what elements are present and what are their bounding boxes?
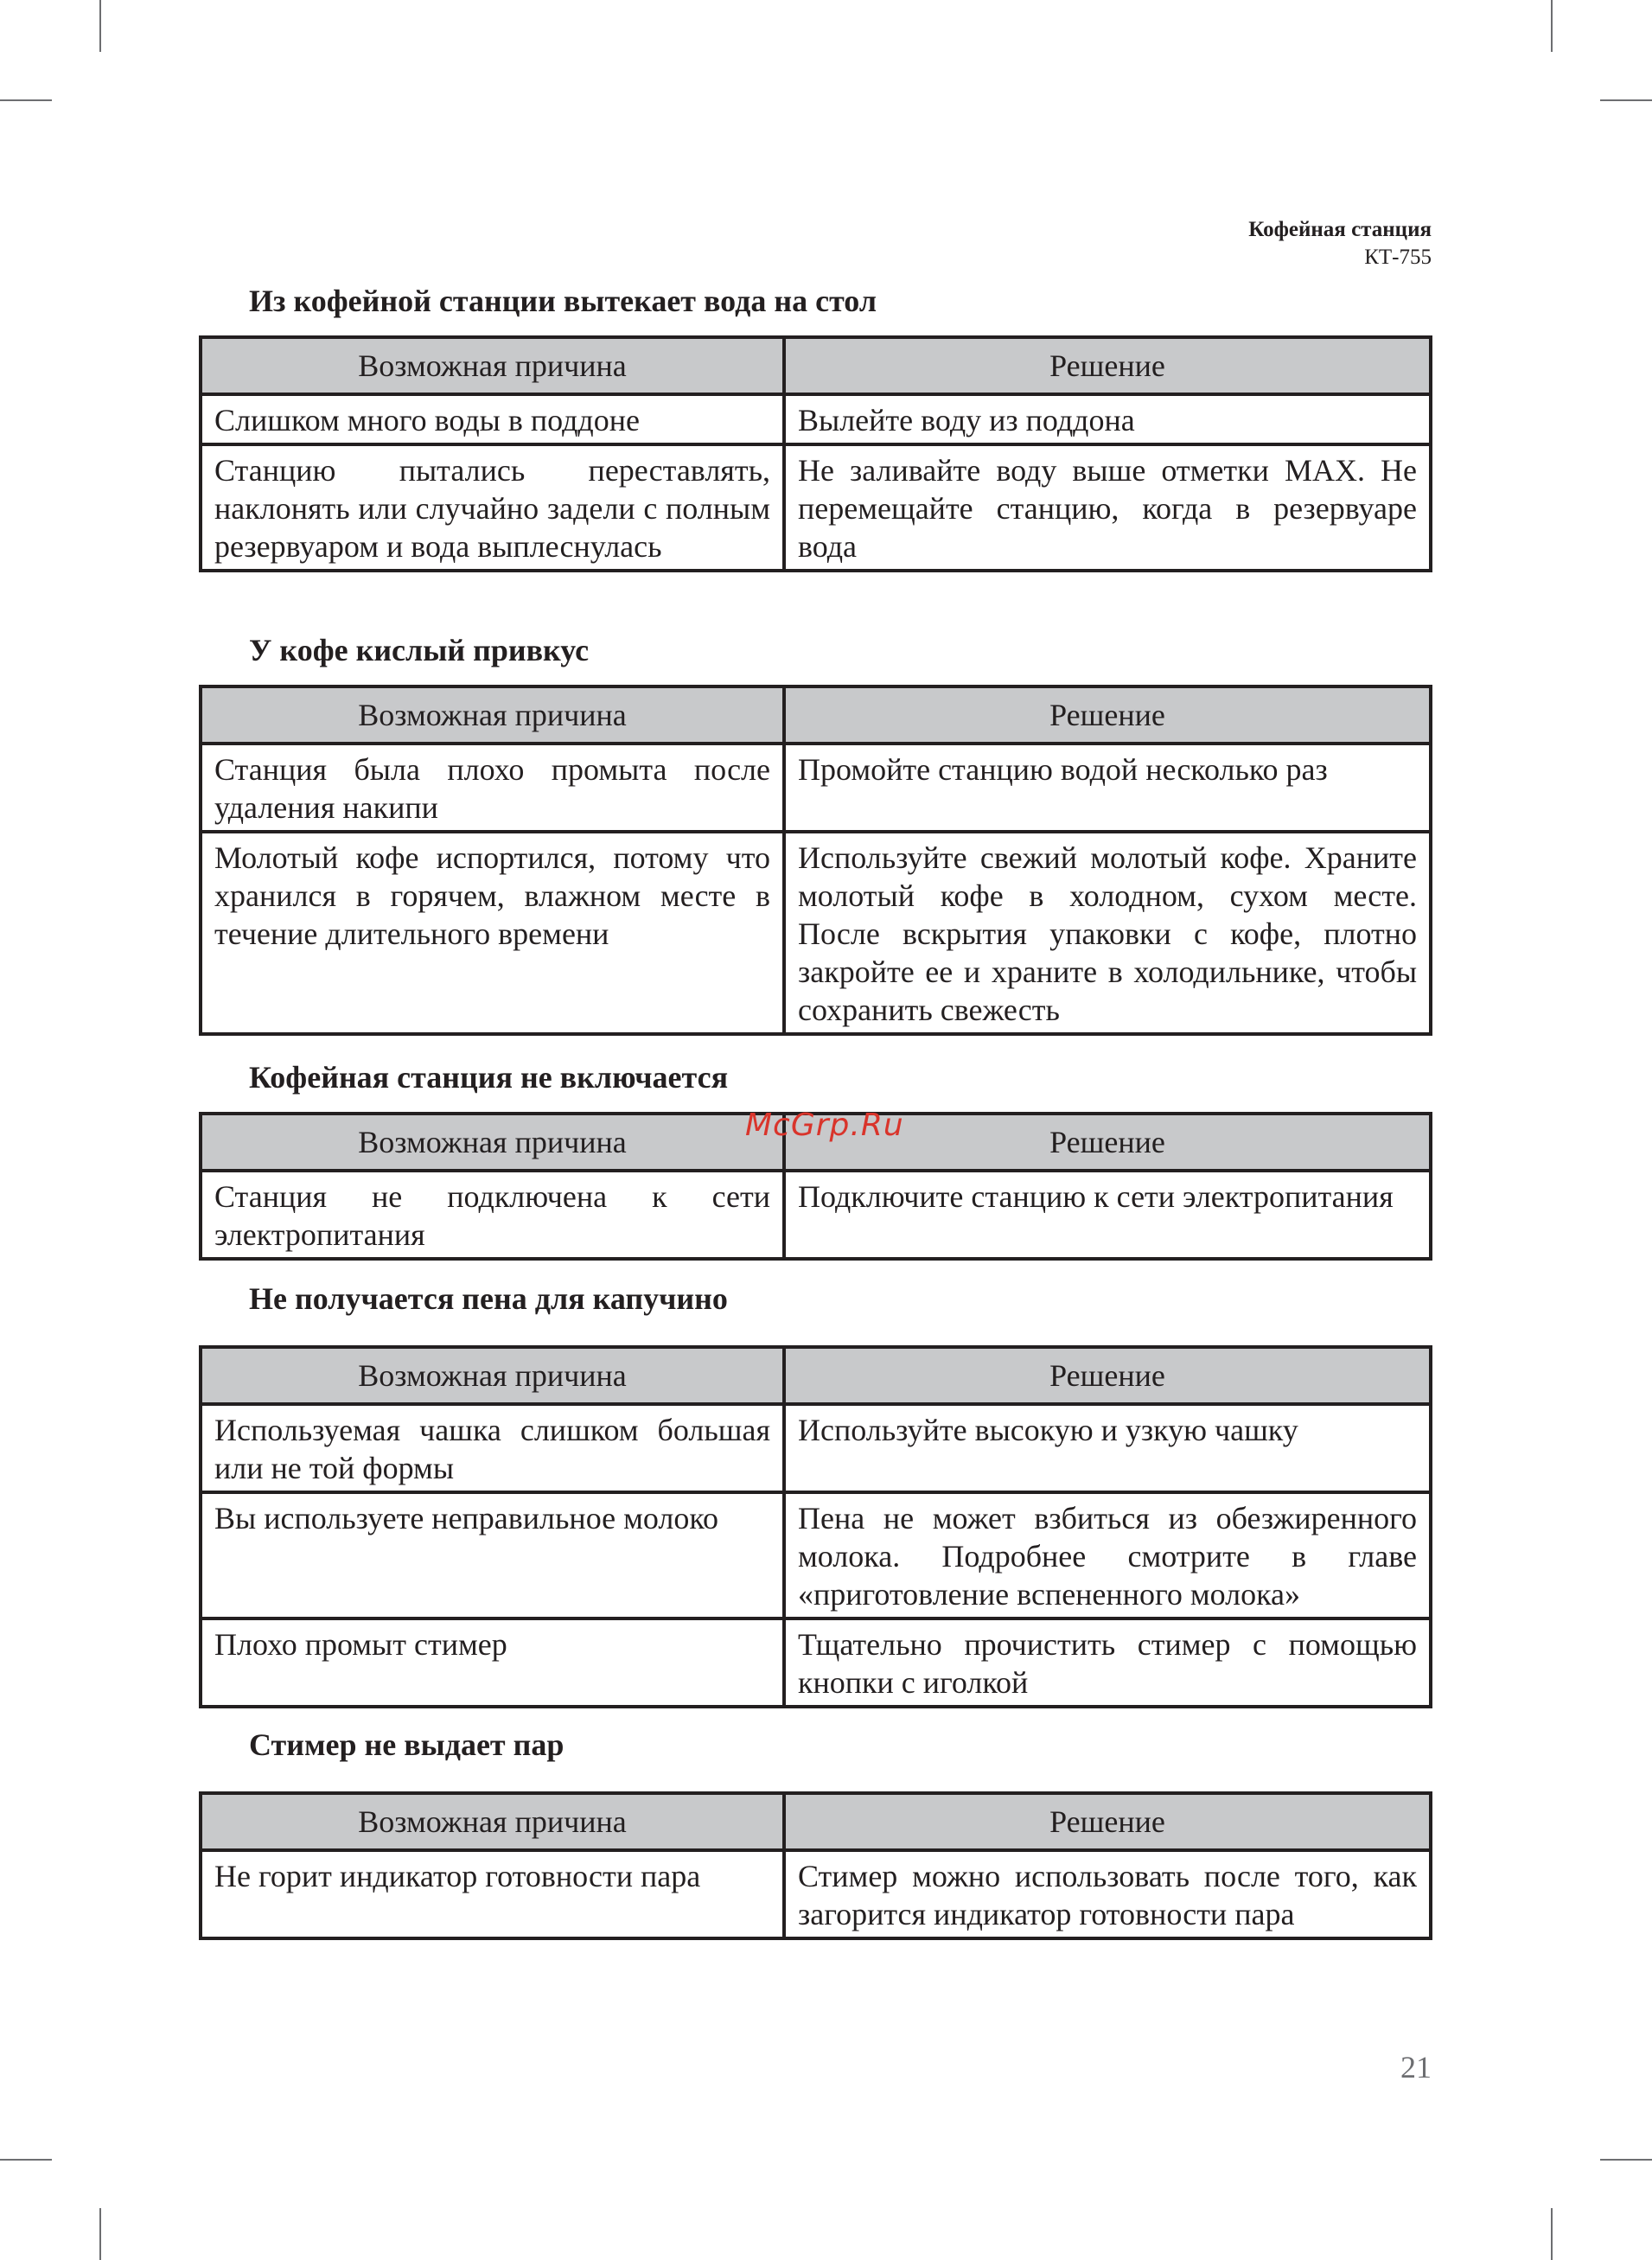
troubleshooting-table (199, 685, 1432, 1036)
solution-cell: Тщательно прочистить стимер с помощью кнопки с иголкой (784, 1618, 1431, 1707)
column-header-solution: Решение (784, 1793, 1431, 1850)
solution-cell: Вылейте воду из поддона (784, 394, 1431, 444)
crop-mark (0, 99, 52, 101)
column-header-cause: Возможная причина (201, 1114, 784, 1171)
cause-cell: Станция была плохо промыта после удаления накипи (201, 744, 784, 832)
table-row (201, 1171, 1431, 1259)
solution-cell: Используйте свежий молотый кофе. Храните молотый кофе в холодном, сухом месте. После вскрытия упаковки с кофе, плотно закройте ее и храните в холодильнике, чтобы сохранить свежесть (784, 832, 1431, 1034)
solution-cell: Стимер можно использовать после того, как загорится индикатор готовности пара (784, 1850, 1431, 1938)
page-number: 21 (1400, 2050, 1432, 2084)
cause-cell: Молотый кофе испортился, потому что хранился в горячем, влажном месте в течение длительного времени (201, 832, 784, 1034)
column-header-cause: Возможная причина (201, 686, 784, 744)
column-header-solution: Решение (784, 1114, 1431, 1171)
troubleshooting-table (199, 1345, 1432, 1708)
section-no-power (199, 1058, 1432, 1261)
solution-cell: Не заливайте воду выше отметки MAX. Не перемещайте станцию, когда в резервуаре вода (784, 444, 1431, 571)
solution-cell: Пена не может взбиться из обезжиренного молока. Подробнее смотрите в главе «приготовление вспененного молока» (784, 1492, 1431, 1618)
header-model: КТ-755 (1364, 246, 1432, 269)
crop-mark (1551, 2208, 1553, 2260)
table-row (201, 444, 1431, 571)
section-title: У кофе кислый привкус (249, 633, 590, 667)
solution-cell: Используйте высокую и узкую чашку (784, 1404, 1431, 1492)
cause-cell: Станцию пытались переставлять, наклонять или случайно задели с полным резервуаром и вода выплеснулась (201, 444, 784, 571)
troubleshooting-table (199, 335, 1432, 572)
table-row (201, 1850, 1431, 1938)
section-title: Не получается пена для капучино (249, 1281, 728, 1316)
troubleshooting-table (199, 1791, 1432, 1940)
cause-cell: Станция не подключена к сети электропитания (201, 1171, 784, 1259)
section-title: Из кофейной станции вытекает вода на стол (249, 284, 877, 318)
column-header-solution: Решение (784, 686, 1431, 744)
solution-cell: Подключите станцию к сети электропитания (784, 1171, 1431, 1259)
running-header (1248, 216, 1432, 271)
cause-cell: Используемая чашка слишком большая или не той формы (201, 1404, 784, 1492)
section-title: Кофейная станция не включается (249, 1060, 729, 1095)
table-row (201, 1404, 1431, 1492)
crop-mark (99, 0, 101, 52)
column-header-cause: Возможная причина (201, 1793, 784, 1850)
column-header-cause: Возможная причина (201, 337, 784, 394)
crop-mark (0, 2159, 52, 2161)
cause-cell: Не горит индикатор готовности пара (201, 1850, 784, 1938)
table-row (201, 1492, 1431, 1618)
section-title: Стимер не выдает пар (249, 1727, 564, 1762)
table-row (201, 832, 1431, 1034)
watermark: McGrp.Ru (745, 1108, 904, 1143)
table-row (201, 1618, 1431, 1707)
section-no-steam (199, 1726, 1432, 1940)
crop-mark (1551, 0, 1553, 52)
section-sour-taste (199, 631, 1432, 1036)
column-header-solution: Решение (784, 1347, 1431, 1404)
column-header-cause: Возможная причина (201, 1347, 784, 1404)
section-water-leak (199, 282, 1432, 572)
crop-mark (1600, 99, 1652, 101)
column-header-solution: Решение (784, 337, 1431, 394)
cause-cell: Вы используете неправильное молоко (201, 1492, 784, 1618)
header-title: Кофейная станция (1248, 218, 1432, 241)
section-no-foam (199, 1280, 1432, 1708)
table-row (201, 744, 1431, 832)
cause-cell: Плохо промыт стимер (201, 1618, 784, 1707)
crop-mark (1600, 2159, 1652, 2161)
solution-cell: Промойте станцию водой несколько раз (784, 744, 1431, 832)
table-row (201, 394, 1431, 444)
crop-mark (99, 2208, 101, 2260)
cause-cell: Слишком много воды в поддоне (201, 394, 784, 444)
